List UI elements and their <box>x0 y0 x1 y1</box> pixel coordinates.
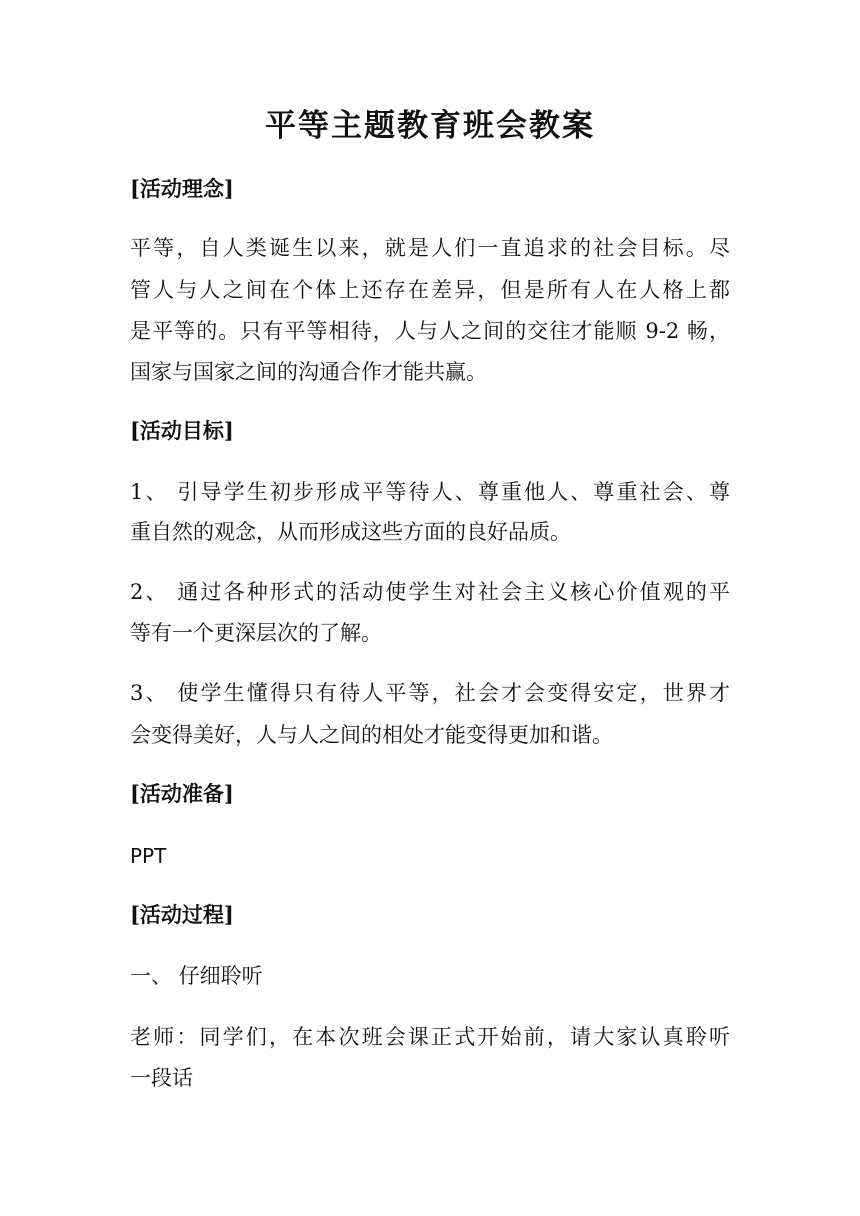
goal-1-line-1: 1、 引导学生初步形成平等待人、尊重他人、尊重社会、尊 <box>130 480 730 504</box>
concept-line-3: 是平等的。只有平等相待，人与人之间的交往才能顺 9-2 畅， <box>130 319 730 343</box>
concept-line-4: 国家与国家之间的沟通合作才能共赢。 <box>130 360 487 384</box>
process-step-1: 一、 仔细聆听 <box>130 964 263 988</box>
concept-line-2: 管人与人之间在个体上还存在差异，但是所有人在人格上都 <box>130 278 730 302</box>
goal-1-line-2: 重自然的观念，从而形成这些方面的良好品质。 <box>130 520 571 544</box>
goal-3-line-2: 会变得美好，人与人之间的相处才能变得更加和谐。 <box>130 723 613 747</box>
section-heading-concept: [活动理念] <box>130 176 234 201</box>
goal-3-line-1: 3、 使学生懂得只有待人平等，社会才会变得安定，世界才 <box>130 681 730 705</box>
section-heading-process: [活动过程] <box>130 902 234 927</box>
goal-2-line-1: 2、 通过各种形式的活动使学生对社会主义核心价值观的平 <box>130 580 730 604</box>
preparation-content: PPT <box>130 844 167 868</box>
concept-line-1: 平等，自人类诞生以来，就是人们一直追求的社会目标。尽 <box>130 236 730 260</box>
section-heading-goals: [活动目标] <box>130 418 234 443</box>
teacher-line-1: 老师：同学们，在本次班会课正式开始前，请大家认真聆听 <box>130 1025 730 1049</box>
document-title: 平等主题教育班会教案 <box>265 108 595 144</box>
teacher-line-2: 一段话 <box>130 1066 193 1090</box>
section-heading-preparation: [活动准备] <box>130 781 234 806</box>
goal-2-line-2: 等有一个更深层次的了解。 <box>130 621 382 645</box>
